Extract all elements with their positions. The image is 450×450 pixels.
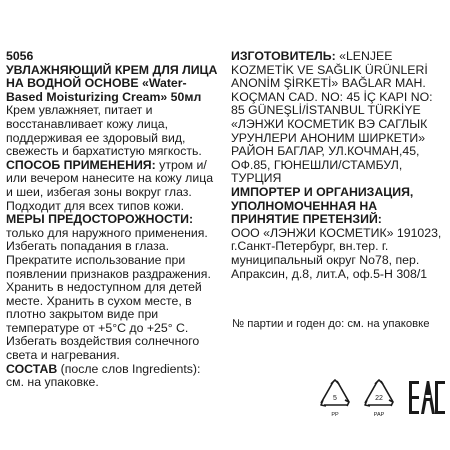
recycle-triangle-icon — [360, 378, 398, 422]
recycle-triangle-icon — [316, 378, 354, 422]
composition-label: СОСТАВ — [6, 361, 58, 376]
usage-label: СПОСОБ ПРИМЕНЕНИЯ: — [6, 157, 156, 172]
manufacturer-label: ИЗГОТОВИТЕЛЬ: — [231, 49, 336, 63]
recycle-1-number: 5 — [333, 395, 337, 402]
composition-section — [6, 363, 220, 390]
recycle-2-label: PAP — [373, 412, 385, 418]
recycle-1-label: PP — [331, 412, 339, 418]
eac-mark-icon — [409, 381, 445, 414]
product-description: Крем увлажняет, питает и восстанавливает кожу лица, поддерживая ее здоровый вид, свежесть и бархатистую мягкость. — [6, 103, 202, 159]
left-column — [6, 50, 220, 390]
product-code: 5056 — [6, 49, 34, 63]
importer-text: ООО «ЛЭНЖИ КОСМЕТИК» 191023, г.Санкт-Петербург, вн.тер. г. муниципальный округ No78, пер. Апраксин, д.8, лит.А, оф.5-Н 308/1 — [231, 225, 442, 281]
manufacturer-text: «LENJEE KOZMETİK VE SAĞLIK ÜRÜNLERİ ANONİM ŞİRKETİ» BAĞLAR MAH. KOÇMAN CAD. NO: 45 İÇ KAPI NO: 85 GÜNEŞLİ/İSTANBUL TÜRKİYE «ЛЭНЖИ КОСМЕТИК ВЭ САГЛЫК УРУНЛЕРИ АНОНИМ ШИРКЕТИ» РАЙОН БАГЛАР, УЛ.КОЧМАН,45, ОФ.85, ГЮНЕШЛИ/СТАМБУЛ, ТУРЦИЯ — [231, 49, 433, 186]
usage-text: утром и/или вечером нанесите на кожу лица и шеи, избегая зоны вокруг глаз. Подходит для всех типов кожи. — [6, 157, 214, 213]
precautions-label: МЕРЫ ПРЕДОСТОРОЖНОСТИ: — [6, 212, 194, 227]
composition-text: (после слов Ingredients): см. на упаковке. — [6, 361, 201, 390]
certification-marks — [316, 378, 448, 422]
manufacturer-section — [231, 50, 445, 186]
batch-note: № партии и годен до: см. на упаковке — [232, 318, 430, 330]
product-title: УВЛАЖНЯЮЩИЙ КРЕМ ДЛЯ ЛИЦА НА ВОДНОЙ ОСНОВЕ «Water-Based Moisturizing Cream» 50мл — [6, 62, 218, 104]
right-column — [231, 50, 445, 281]
importer-label: ИМПОРТЕР И ОРГАНИЗАЦИЯ, УПОЛНОМОЧЕННАЯ НА ПРИНЯТИЕ ПРЕТЕНЗИЙ: — [231, 184, 414, 227]
recycle-2-number: 22 — [375, 395, 383, 402]
precautions-text: только для наружного применения. Избегать попадания в глаза. Прекратите использование при появлении признаков раздражения. Хранить в недоступном для детей месте. Хранить в сухом месте, в плотно закрытом виде при температуре от +5°С до +25° С. Избегать воздействия солнечного света и нагревания. — [6, 225, 211, 363]
precautions-section — [6, 213, 220, 363]
usage-section — [6, 159, 220, 213]
